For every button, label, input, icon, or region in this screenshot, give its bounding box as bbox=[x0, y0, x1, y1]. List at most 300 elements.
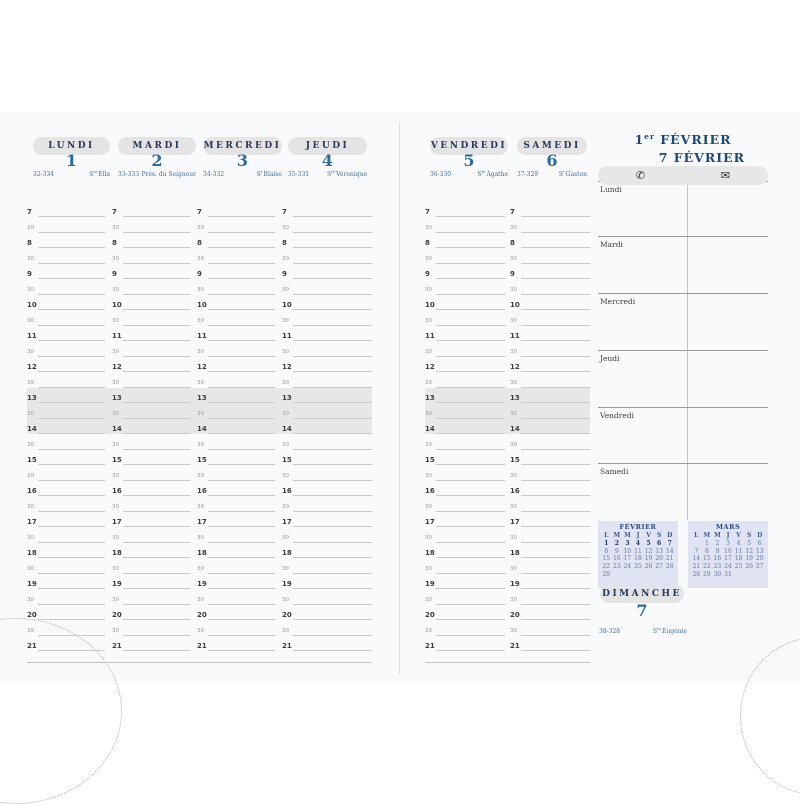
hour-label: 15 bbox=[197, 456, 207, 464]
calendar-day bbox=[733, 571, 744, 579]
half-hour-label: 30 bbox=[510, 441, 517, 448]
calendar-day: 28 bbox=[692, 570, 701, 578]
time-row-line bbox=[38, 418, 105, 419]
calendar-day: 3 bbox=[625, 539, 630, 547]
time-row-line bbox=[521, 464, 590, 465]
calendar-day: 26 bbox=[644, 563, 653, 571]
week-title-start-num: 1 bbox=[634, 132, 645, 148]
time-row-line bbox=[208, 619, 275, 620]
time-row-line bbox=[436, 495, 505, 496]
date-number-mercredi: 3 bbox=[236, 151, 249, 170]
time-row-line bbox=[208, 511, 275, 512]
time-row-line bbox=[521, 278, 590, 279]
calendar-day: 8 bbox=[704, 547, 709, 555]
time-row-line bbox=[38, 511, 105, 512]
calendar-dow: V bbox=[646, 532, 651, 539]
calendar-day: 8 bbox=[604, 547, 609, 555]
hour-label: 13 bbox=[197, 394, 207, 402]
phone-icon: ✆ bbox=[635, 169, 646, 182]
calendar-day: 10 bbox=[724, 547, 732, 555]
half-hour-label: 30 bbox=[510, 472, 517, 479]
ordinal-row-samedi bbox=[517, 171, 587, 178]
time-row-line bbox=[521, 511, 590, 512]
hour-label: 12 bbox=[510, 363, 520, 371]
hour-label: 13 bbox=[27, 394, 37, 402]
time-row-line bbox=[123, 356, 190, 357]
time-row-line bbox=[123, 480, 190, 481]
time-row-line bbox=[436, 247, 505, 248]
half-hour-label: 30 bbox=[112, 379, 119, 386]
calendar-day: 30 bbox=[713, 570, 722, 578]
week-title-start-sup: er bbox=[644, 132, 655, 141]
panel-row-samedi: Samedi bbox=[598, 463, 768, 476]
time-row-line bbox=[293, 557, 372, 558]
half-hour-label: 30 bbox=[197, 255, 204, 262]
panel-row-jeudi: Jeudi bbox=[598, 350, 768, 363]
calendar-dow: M bbox=[613, 532, 621, 539]
time-row-line bbox=[38, 216, 105, 217]
half-hour-label: 30 bbox=[197, 534, 204, 541]
calendar-day bbox=[744, 571, 755, 579]
hour-label: 18 bbox=[27, 549, 37, 557]
time-row-line bbox=[293, 619, 372, 620]
time-row-line bbox=[123, 526, 190, 527]
half-hour-label: 30 bbox=[27, 410, 34, 417]
calendar-day: 21 bbox=[692, 563, 701, 571]
hour-label: 13 bbox=[425, 394, 435, 402]
calendar-day bbox=[691, 540, 702, 548]
calendar-dow: D bbox=[757, 532, 763, 539]
time-row-line bbox=[123, 232, 190, 233]
time-row-line bbox=[208, 387, 275, 388]
calendar-day: 22 bbox=[703, 563, 711, 571]
time-row-line bbox=[521, 356, 590, 357]
time-row-line bbox=[208, 464, 275, 465]
time-row-line bbox=[123, 294, 190, 295]
time-row-line bbox=[293, 495, 372, 496]
time-row-line bbox=[38, 263, 105, 264]
half-hour-label: 30 bbox=[112, 255, 119, 262]
grid-bottom-line-left bbox=[27, 662, 372, 663]
hour-label: 8 bbox=[425, 239, 430, 247]
time-row-line bbox=[293, 650, 372, 651]
half-hour-label: 30 bbox=[112, 441, 119, 448]
time-row-line bbox=[521, 619, 590, 620]
half-hour-label: 30 bbox=[282, 503, 289, 510]
saint-rest: Ella bbox=[98, 171, 110, 178]
hour-label: 18 bbox=[282, 549, 292, 557]
day-header-mercredi: MERCREDI bbox=[203, 137, 282, 155]
contact-icons-bar bbox=[598, 166, 768, 185]
half-hour-label: 30 bbox=[282, 317, 289, 324]
saint-name bbox=[327, 171, 367, 178]
time-row-line bbox=[293, 371, 372, 372]
calendar-day: 27 bbox=[755, 563, 764, 571]
calendar-day: 25 bbox=[734, 563, 743, 571]
calendar-dow: M bbox=[714, 532, 721, 539]
half-hour-label: 30 bbox=[510, 627, 517, 634]
time-row-line bbox=[293, 294, 372, 295]
half-hour-label: 30 bbox=[197, 224, 204, 231]
time-row-line bbox=[436, 340, 505, 341]
half-hour-label: 30 bbox=[197, 627, 204, 634]
calendar-day: 31 bbox=[724, 570, 732, 578]
saint-prefix: S bbox=[477, 171, 482, 178]
calendar-day: 23 bbox=[713, 563, 722, 571]
time-row-line bbox=[208, 635, 275, 636]
half-hour-label: 30 bbox=[112, 286, 119, 293]
time-row-line bbox=[436, 619, 505, 620]
calendar-day: 18 bbox=[634, 555, 642, 563]
calendar-dow: D bbox=[667, 532, 673, 539]
time-row-line bbox=[38, 340, 105, 341]
hour-label: 11 bbox=[510, 332, 520, 340]
time-row-line bbox=[38, 387, 105, 388]
half-hour-label: 30 bbox=[112, 472, 119, 479]
time-row-line bbox=[38, 371, 105, 372]
hour-label: 17 bbox=[112, 518, 122, 526]
hour-label: 21 bbox=[27, 642, 37, 650]
sunday-day-count: 38-328 bbox=[599, 628, 621, 635]
calendar-day: 26 bbox=[745, 563, 753, 571]
saint-name bbox=[477, 171, 508, 178]
panel-row-vendredi: Vendredi bbox=[598, 407, 768, 420]
calendar-day: 7 bbox=[694, 547, 699, 555]
time-row-line bbox=[293, 526, 372, 527]
time-row-line bbox=[38, 557, 105, 558]
saint-sup: t bbox=[563, 169, 565, 174]
time-row-line bbox=[436, 387, 505, 388]
hour-label: 11 bbox=[197, 332, 207, 340]
time-row-line bbox=[38, 356, 105, 357]
half-hour-label: 30 bbox=[282, 534, 289, 541]
half-hour-label: 30 bbox=[27, 286, 34, 293]
week-title-start-month: FÉVRIER bbox=[660, 132, 732, 148]
time-row-line bbox=[38, 495, 105, 496]
half-hour-label: 30 bbox=[197, 286, 204, 293]
time-column-mardi bbox=[112, 200, 190, 670]
saint-name bbox=[140, 171, 196, 178]
half-hour-label: 30 bbox=[510, 286, 517, 293]
calendar-dow: J bbox=[636, 532, 640, 539]
time-row-line bbox=[38, 294, 105, 295]
date-number-samedi: 6 bbox=[546, 151, 558, 170]
time-row-line bbox=[436, 511, 505, 512]
hour-label: 11 bbox=[27, 332, 37, 340]
time-row-line bbox=[123, 263, 190, 264]
time-row-line bbox=[123, 650, 190, 651]
time-row-line bbox=[436, 604, 505, 605]
time-row-line bbox=[436, 263, 505, 264]
half-hour-label: 30 bbox=[510, 255, 517, 262]
time-row-line bbox=[521, 573, 590, 574]
time-row-line bbox=[123, 635, 190, 636]
calendar-day: 18 bbox=[734, 555, 743, 563]
time-row-line bbox=[521, 588, 590, 589]
time-row-line bbox=[123, 340, 190, 341]
half-hour-label: 30 bbox=[27, 379, 34, 386]
date-number-mardi: 2 bbox=[151, 151, 163, 170]
week-notes-panel bbox=[598, 181, 768, 520]
day-header-mardi: MARDI bbox=[118, 137, 196, 155]
hour-label: 20 bbox=[27, 611, 37, 619]
half-hour-label: 30 bbox=[425, 379, 432, 386]
time-row-line bbox=[521, 604, 590, 605]
time-row-line bbox=[123, 325, 190, 326]
saint-prefix: S bbox=[256, 171, 261, 178]
half-hour-label: 30 bbox=[425, 441, 432, 448]
hour-label: 7 bbox=[112, 208, 117, 216]
half-hour-label: 30 bbox=[510, 348, 517, 355]
half-hour-label: 30 bbox=[27, 441, 34, 448]
time-row-line bbox=[293, 573, 372, 574]
time-row-line bbox=[293, 604, 372, 605]
time-row-line bbox=[38, 526, 105, 527]
calendar-day: 13 bbox=[655, 547, 663, 555]
time-row-line bbox=[38, 309, 105, 310]
week-title-end: 7 FÉVRIER bbox=[658, 150, 745, 165]
calendar-day: 10 bbox=[623, 547, 632, 555]
half-hour-label: 30 bbox=[112, 410, 119, 417]
date-number-vendredi: 5 bbox=[463, 151, 475, 170]
time-row-line bbox=[293, 247, 372, 248]
time-row-line bbox=[436, 216, 505, 217]
half-hour-label: 30 bbox=[510, 317, 517, 324]
half-hour-label: 30 bbox=[197, 348, 204, 355]
hour-label: 12 bbox=[112, 363, 122, 371]
calendar-dow: M bbox=[703, 532, 711, 539]
time-row-line bbox=[436, 309, 505, 310]
time-row-line bbox=[38, 635, 105, 636]
hour-label: 18 bbox=[425, 549, 435, 557]
saint-sup: te bbox=[331, 169, 336, 174]
calendar-day: 16 bbox=[713, 555, 722, 563]
calendar-day bbox=[654, 571, 665, 579]
day-header-lundi: LUNDI bbox=[33, 137, 110, 155]
hour-label: 14 bbox=[27, 425, 37, 433]
time-row-line bbox=[521, 309, 590, 310]
time-row-line bbox=[123, 278, 190, 279]
time-row-line bbox=[208, 216, 275, 217]
time-row-line bbox=[123, 511, 190, 512]
hour-label: 14 bbox=[112, 425, 122, 433]
hour-label: 12 bbox=[425, 363, 435, 371]
saint-sup: te bbox=[481, 169, 486, 174]
calendar-day: 11 bbox=[634, 547, 642, 555]
hour-label: 15 bbox=[510, 456, 520, 464]
half-hour-label: 30 bbox=[27, 348, 34, 355]
half-hour-label: 30 bbox=[197, 565, 204, 572]
time-row-line bbox=[208, 356, 275, 357]
time-row-line bbox=[208, 309, 275, 310]
hour-label: 16 bbox=[27, 487, 37, 495]
calendar-day: 29 bbox=[703, 570, 711, 578]
time-row-line bbox=[208, 263, 275, 264]
half-hour-label: 30 bbox=[425, 534, 432, 541]
time-row-line bbox=[208, 650, 275, 651]
time-row-line bbox=[123, 449, 190, 450]
time-row-line bbox=[208, 495, 275, 496]
hour-label: 9 bbox=[112, 270, 117, 278]
time-row-line bbox=[38, 464, 105, 465]
time-row-line bbox=[293, 309, 372, 310]
calendar-day: 29 bbox=[602, 570, 611, 578]
time-row-line bbox=[521, 247, 590, 248]
time-row-line bbox=[293, 387, 372, 388]
time-column-samedi bbox=[510, 200, 590, 670]
hour-label: 18 bbox=[197, 549, 207, 557]
time-column-jeudi bbox=[282, 200, 372, 670]
calendar-day bbox=[622, 571, 633, 579]
hour-label: 17 bbox=[282, 518, 292, 526]
time-row-line bbox=[38, 480, 105, 481]
time-row-line bbox=[208, 340, 275, 341]
ordinal-row-mercredi bbox=[203, 171, 282, 178]
time-row-line bbox=[208, 232, 275, 233]
time-row-line bbox=[38, 232, 105, 233]
hour-label: 12 bbox=[197, 363, 207, 371]
half-hour-label: 30 bbox=[197, 441, 204, 448]
calendar-day: 4 bbox=[635, 539, 641, 547]
calendar-day: 21 bbox=[665, 555, 674, 563]
half-hour-label: 30 bbox=[197, 472, 204, 479]
time-row-line bbox=[123, 371, 190, 372]
hour-label: 14 bbox=[510, 425, 520, 433]
hour-label: 8 bbox=[197, 239, 202, 247]
time-row-line bbox=[38, 278, 105, 279]
time-row-line bbox=[293, 588, 372, 589]
hour-label: 13 bbox=[510, 394, 520, 402]
time-row-line bbox=[521, 216, 590, 217]
hour-label: 14 bbox=[197, 425, 207, 433]
time-row-line bbox=[208, 526, 275, 527]
time-row-line bbox=[123, 464, 190, 465]
time-row-line bbox=[436, 526, 505, 527]
half-hour-label: 30 bbox=[282, 627, 289, 634]
calendar-day: 28 bbox=[665, 563, 674, 571]
time-row-line bbox=[293, 278, 372, 279]
time-row-line bbox=[436, 588, 505, 589]
time-row-line bbox=[521, 263, 590, 264]
calendar-day: 6 bbox=[757, 539, 762, 547]
calendar-day: 27 bbox=[655, 563, 663, 571]
half-hour-label: 30 bbox=[282, 596, 289, 603]
hour-label: 17 bbox=[510, 518, 520, 526]
time-row-line bbox=[521, 402, 590, 403]
time-row-line bbox=[521, 480, 590, 481]
time-row-line bbox=[521, 294, 590, 295]
time-row-line bbox=[208, 433, 275, 434]
time-row-line bbox=[293, 635, 372, 636]
hour-label: 21 bbox=[510, 642, 520, 650]
calendar-dow: L bbox=[694, 532, 699, 539]
time-row-line bbox=[123, 573, 190, 574]
calendar-day: 19 bbox=[644, 555, 653, 563]
time-row-line bbox=[38, 449, 105, 450]
time-row-line bbox=[208, 371, 275, 372]
half-hour-label: 30 bbox=[197, 503, 204, 510]
half-hour-label: 30 bbox=[27, 255, 34, 262]
half-hour-label: 30 bbox=[282, 379, 289, 386]
half-hour-label: 30 bbox=[112, 317, 119, 324]
hour-label: 12 bbox=[282, 363, 292, 371]
time-row-line bbox=[208, 247, 275, 248]
mini-calendar-février bbox=[598, 521, 678, 588]
calendar-day: 13 bbox=[755, 547, 764, 555]
day-header-vendredi: VENDREDI bbox=[430, 137, 508, 155]
calendar-title: FÉVRIER bbox=[619, 523, 657, 531]
hour-label: 13 bbox=[112, 394, 122, 402]
time-row-line bbox=[293, 464, 372, 465]
time-row-line bbox=[436, 294, 505, 295]
hour-label: 12 bbox=[27, 363, 37, 371]
saint-name bbox=[257, 171, 282, 178]
day-count: 32-334 bbox=[33, 171, 55, 178]
time-row-line bbox=[521, 449, 590, 450]
time-row-line bbox=[293, 449, 372, 450]
hour-label: 21 bbox=[425, 642, 435, 650]
saint-prefix: S bbox=[558, 171, 564, 178]
half-hour-label: 30 bbox=[27, 627, 34, 634]
time-row-line bbox=[123, 418, 190, 419]
time-column-mercredi bbox=[197, 200, 275, 670]
time-row-line bbox=[521, 387, 590, 388]
calendar-day: 15 bbox=[703, 555, 711, 563]
hour-label: 19 bbox=[197, 580, 207, 588]
hour-label: 20 bbox=[510, 611, 520, 619]
calendar-dow: L bbox=[604, 532, 609, 539]
week-title-start bbox=[598, 132, 768, 147]
time-row-line bbox=[38, 542, 105, 543]
hour-label: 19 bbox=[425, 580, 435, 588]
time-row-line bbox=[38, 650, 105, 651]
time-row-line bbox=[521, 418, 590, 419]
calendar-title: MARS bbox=[715, 523, 741, 531]
calendar-day: 25 bbox=[634, 563, 642, 571]
time-row-line bbox=[436, 650, 505, 651]
time-row-line bbox=[521, 325, 590, 326]
half-hour-label: 30 bbox=[425, 255, 432, 262]
time-row-line bbox=[521, 340, 590, 341]
time-row-line bbox=[436, 464, 505, 465]
half-hour-label: 30 bbox=[425, 410, 432, 417]
sunday-date-number: 7 bbox=[636, 601, 648, 620]
hour-label: 13 bbox=[282, 394, 292, 402]
hour-label: 7 bbox=[282, 208, 287, 216]
time-row-line bbox=[436, 480, 505, 481]
calendar-dow: S bbox=[656, 532, 662, 539]
time-row-line bbox=[436, 542, 505, 543]
time-row-line bbox=[38, 402, 105, 403]
calendar-day: 1 bbox=[704, 539, 709, 547]
hour-label: 16 bbox=[112, 487, 122, 495]
half-hour-label: 30 bbox=[425, 627, 432, 634]
time-row-line bbox=[38, 619, 105, 620]
half-hour-label: 30 bbox=[510, 410, 517, 417]
time-row-line bbox=[123, 402, 190, 403]
hour-label: 11 bbox=[425, 332, 435, 340]
half-hour-label: 30 bbox=[27, 472, 34, 479]
hour-label: 14 bbox=[282, 425, 292, 433]
half-hour-label: 30 bbox=[197, 317, 204, 324]
time-row-line bbox=[436, 371, 505, 372]
time-row-line bbox=[38, 433, 105, 434]
hour-label: 20 bbox=[425, 611, 435, 619]
hour-label: 21 bbox=[197, 642, 207, 650]
calendar-dow: J bbox=[726, 532, 730, 539]
half-hour-label: 30 bbox=[27, 596, 34, 603]
calendar-day bbox=[612, 571, 623, 579]
